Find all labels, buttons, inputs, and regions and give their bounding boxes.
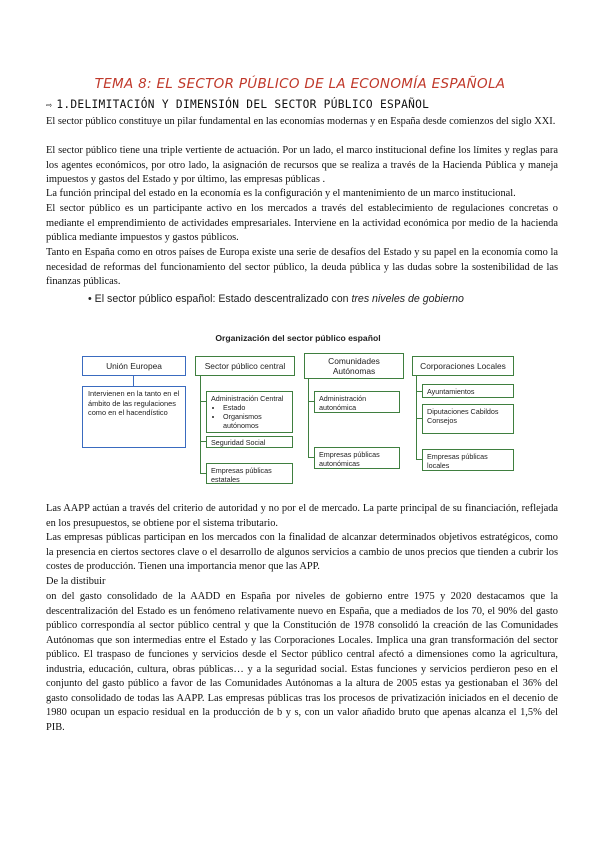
central-admin-content [207,392,292,432]
header-comunidades-autonomas: Comunidades Autónomas [304,353,404,379]
ue-detail-box [82,386,186,448]
central-admin-item: • Organismos autónomos [223,412,288,430]
locales-ayuntamientos-box [422,384,514,398]
autonomas-empresas-text: Empresas públicas autonómicas [319,450,380,468]
arrow-icon: ⇨ [46,100,53,111]
section-heading-text: 1.DELIMITACIÓN Y DIMENSIÓN DEL SECTOR PÚBLICO ESPAÑOL [56,98,430,111]
paragraph-participante: El sector público es un participante activo en los mercados a través del establecimiento de regulaciones concretas o mediante el emprendimiento de actividades empresariales. Interviene en la actividad económica por medio de la hacienda pública mediante impuestos y gastos públicos. [46,203,558,243]
org-chart-figure [78,291,518,491]
ue-detail-text: Intervienen en la tanto en el ámbito de las regulaciones como en el hacendístico [88,389,180,417]
paragraph-triple-vertiente: El sector público tiene una triple vertiente de actuación. Por un lado, el marco institucional define los límites y reglas para los agentes económicos, por otro lado, la asignación de recursos que se realiza a través de la Hacienda Pública y maneja impuestos y gastos del Estado y por último, las empresas públicas . [46,145,558,185]
bullet-italic-text: tres niveles de gobierno [351,293,464,305]
connector-ue [133,376,134,386]
central-empresas-text: Empresas públicas estatales [211,466,272,484]
autonomas-empresas-box [314,447,400,469]
connector-central-trunk [200,376,201,473]
autonomas-admin-box [314,391,400,413]
header-sector-publico-central: Sector público central [195,356,295,376]
central-admin-item: • Estado [223,403,288,412]
paragraph-gasto-consolidado: on del gasto consolidado de la AADD en España por niveles de gobierno entre 1975 y 2020 destacamos que la descentralización del Estado es un fenómeno relativamente nuevo en España, que a mediados de los 70, el 90% del gasto público correspondía al sector público central y que la Constitución de 1978 consolidó la creación de las Comunidades Autónomas que son intermedias entre el Estado y las Corporaciones Locales. Implica una gran transformación del sector público. El traspaso de funciones y servicios desde el Sector público central afectó a dimensiones como la agricultura, industria, educación, cultura, obras públicas… y a la seguridad social. Estas funciones y servicios perdieron peso en el conjunto del gasto público a favor de las Comunidades Autónomas a la altura de 2005 estas ya gestionaban el 36% del gasto consolidado de todas las AAPP. Las empresas públicas tras los procesos de privatización iniciados en el decenio de 1980 ocupan un espacio residual en la producción de b y s, con un valor añadido bruto que apenas alcanza el 1,5% del PIB. [46,591,558,733]
paragraph-de-la-distibuir: De la distibuir [46,576,106,587]
central-seguridad-box [206,436,293,448]
central-empresas-box [206,463,293,484]
connector-autonomas-trunk [308,379,309,457]
central-admin-box [206,391,293,433]
bullet-icon: • [88,293,92,305]
paragraph-desafios: Tanto en España como en otros países de Europa existe una serie de desafíos del Estado y su papel en la economía como la necesidad de reformas del funcionamiento del sector público, la deuda pública y las dudas sobre la sostenibilidad de las finanzas públicas. [46,247,558,287]
paragraph-funcion-principal: La función principal del estado en la economía es la configuración y el mantenimiento de un marco institucional. [46,188,516,199]
central-admin-list [211,403,288,430]
org-chart-title: Organización del sector público español [215,333,381,343]
locales-ayuntamientos-text: Ayuntamientos [427,387,475,396]
paragraph-empresas-publicas: Las empresas públicas participan en los mercados con la finalidad de alcanzar determinados objetivos estratégicos, como la presencia en ciertos sectores clave o el desarrollo de algunos servicios a cambio de unos precios que tienden a cubrir los costes de producción. Tienen una importancia menor que las APP. [46,532,558,572]
central-seguridad-text: Seguridad Social [211,438,266,447]
locales-empresas-text: Empresas públicas locales [427,452,488,470]
bullet-text: El sector público español: Estado descentralizado con [94,293,349,305]
autonomas-admin-text: Administración autonómica [319,394,367,412]
paragraph-aapp: Las AAPP actúan a través del criterio de autoridad y no por el de mercado. La parte principal de su financiación, reflejada en los presupuestos, se obtiene por el sistema tributario. [46,503,558,529]
document-title: TEMA 8: EL SECTOR PÚBLICO DE LA ECONOMÍA ESPAÑOLA [94,76,506,92]
figure-bullet [88,293,464,305]
locales-diputaciones-text: Diputaciones Cabildos Consejos [427,407,499,425]
header-corporaciones-locales: Corporaciones Locales [412,356,514,376]
central-admin-label: Administración Central [211,394,284,403]
section-heading [46,98,429,111]
locales-diputaciones-box [422,404,514,434]
locales-empresas-box [422,449,514,471]
header-union-europea: Unión Europea [82,356,186,376]
paragraph-intro: El sector público constituye un pilar fundamental en las economías modernas y en España desde comienzos del siglo XXI. [46,116,556,127]
